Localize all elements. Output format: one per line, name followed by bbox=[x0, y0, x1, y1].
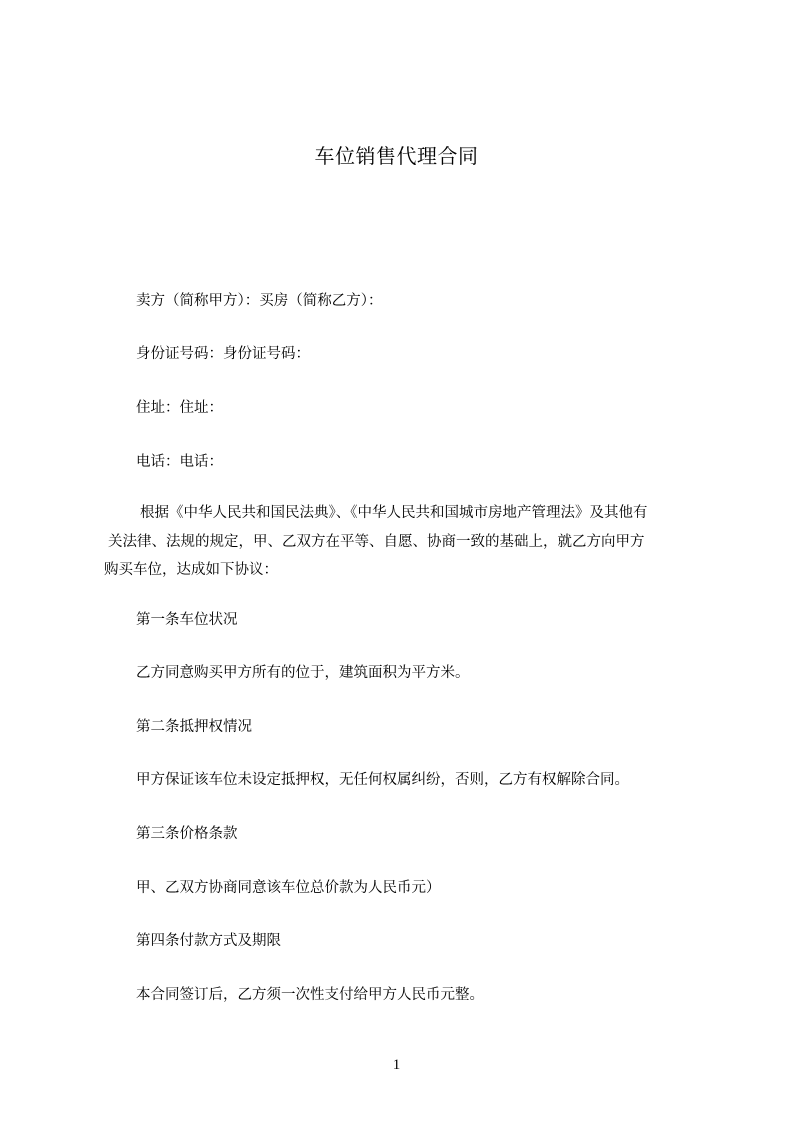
preamble-paragraph bbox=[104, 499, 704, 585]
preamble-line: 根据《中华人民共和国民法典》、《中华人民共和国城市房地产管理法》及其他有 bbox=[140, 505, 648, 521]
article-4-body: 本合同签订后，乙方须一次性支付给甲方人民币元整。 bbox=[136, 987, 484, 1003]
page-number: 1 bbox=[392, 1057, 401, 1073]
article-2-heading: 第二条抵押权情况 bbox=[136, 719, 252, 735]
parties-seller-buyer: 卖方（简称甲方）：买房（简称乙方）： bbox=[136, 293, 383, 309]
parties-phone: 电话：电话： bbox=[136, 454, 223, 470]
document-title: 车位销售代理合同 bbox=[314, 144, 479, 168]
preamble-line: 购买车位，达成如下协议： bbox=[104, 562, 278, 578]
article-1-body: 乙方同意购买甲方所有的位于，建筑面积为平方米。 bbox=[136, 665, 470, 681]
parties-id-numbers: 身份证号码：身份证号码： bbox=[136, 346, 310, 362]
parties-address: 住址：住址： bbox=[136, 400, 223, 416]
article-3-body: 甲、乙双方协商同意该车位总价款为人民币元） bbox=[136, 880, 441, 896]
article-2-body: 甲方保证该车位未设定抵押权，无任何权属纠纷，否则，乙方有权解除合同。 bbox=[136, 772, 629, 788]
article-1-heading: 第一条车位状况 bbox=[136, 612, 238, 628]
article-4-heading: 第四条付款方式及期限 bbox=[136, 933, 281, 949]
preamble-line: 关法律、法规的规定，甲、乙双方在平等、自愿、协商一致的基础上，就乙方向甲方 bbox=[108, 533, 645, 550]
article-3-heading: 第三条价格条款 bbox=[136, 826, 238, 842]
